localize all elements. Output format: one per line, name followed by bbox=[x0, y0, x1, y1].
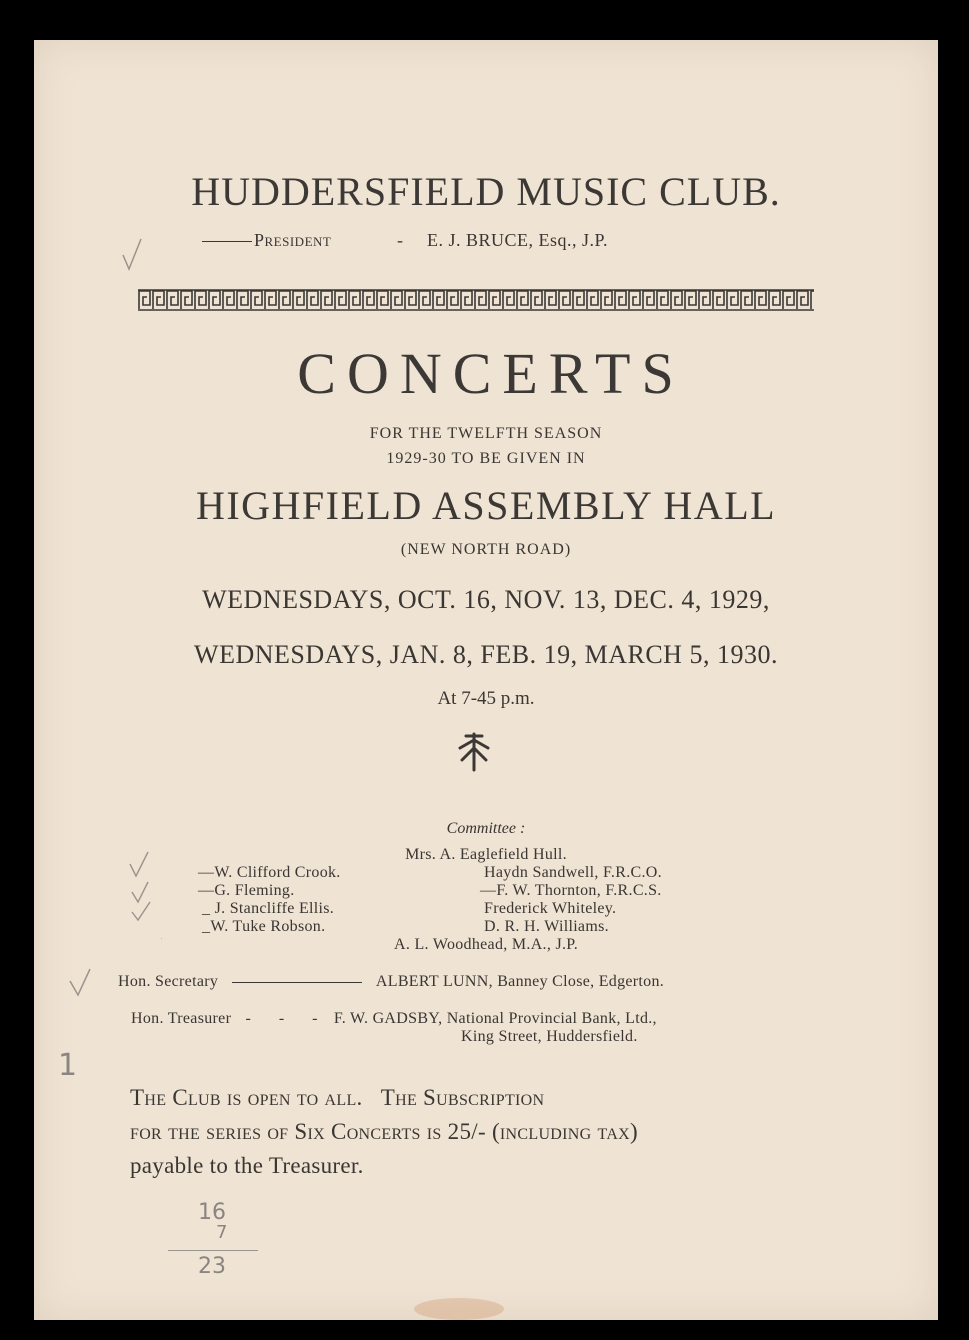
secretary-line bbox=[118, 973, 664, 991]
concert-time: At 7-45 p.m. bbox=[437, 688, 535, 709]
president-dash bbox=[202, 241, 252, 242]
season-line-1: FOR THE TWELFTH SEASON bbox=[369, 425, 603, 442]
subscription-label: The Subscription bbox=[380, 1085, 545, 1110]
printers-ornament-icon bbox=[454, 730, 494, 772]
committee-member-left-2: —G. Fleming. bbox=[198, 882, 295, 899]
committee-member: A. L. Woodhead, M.A., J.P. bbox=[394, 936, 578, 953]
pencil-tick-icon bbox=[64, 965, 104, 1005]
secretary-label: Hon. Secretary bbox=[118, 973, 219, 990]
committee-member-name: G. Fleming. bbox=[214, 882, 295, 899]
treasurer-line: Hon. Treasurer - - - F. W. GADSBY, National Provincial Bank, Ltd., bbox=[131, 1010, 657, 1027]
committee-member-right-4: D. R. H. Williams. bbox=[484, 918, 609, 935]
committee-member-left-1: —W. Clifford Crook. bbox=[198, 864, 341, 881]
treasurer-label: Hon. Treasurer bbox=[131, 1010, 232, 1027]
paper-stain bbox=[414, 1298, 504, 1320]
dates-line-1: WEDNESDAYS, OCT. 16, NOV. 13, DEC. 4, 1929, bbox=[202, 585, 770, 614]
pencil-fraction-note bbox=[164, 1200, 274, 1280]
committee-member-left-4: _W. Tuke Robson. bbox=[202, 918, 326, 935]
venue-road: (NEW NORTH ROAD) bbox=[400, 541, 572, 558]
committee-member-left-3: _ J. Stancliffe Ellis. bbox=[202, 900, 335, 917]
treasurer-address: King Street, Huddersfield. bbox=[461, 1028, 638, 1045]
treasurer-value: F. W. GADSBY, National Provincial Bank, Ltd., bbox=[333, 1010, 657, 1027]
committee-member-right-2: —F. W. Thornton, F.R.C.S. bbox=[480, 882, 662, 899]
dates-line-2: WEDNESDAYS, JAN. 8, FEB. 19, MARCH 5, 1930. bbox=[194, 640, 778, 669]
committee-member-name: W. Clifford Crook. bbox=[214, 864, 341, 881]
president-label: President bbox=[254, 230, 332, 250]
pencil-note-bottom: 23 bbox=[198, 1254, 226, 1279]
open-line-2: for the series of Six Concerts is 25/- (including tax) bbox=[130, 1119, 638, 1144]
open-line-1 bbox=[130, 1085, 544, 1111]
open-line-3: payable to the Treasurer. bbox=[130, 1153, 364, 1178]
committee-member: Mrs. A. Eaglefield Hull. bbox=[405, 846, 567, 863]
leader-line bbox=[232, 982, 362, 983]
pencil-note-top: 16 bbox=[198, 1200, 226, 1225]
president-line bbox=[202, 230, 609, 251]
greek-key-border bbox=[138, 289, 814, 311]
season-line-2: 1929-30 TO BE GIVEN IN bbox=[386, 450, 586, 467]
pencil-tick-icon bbox=[119, 235, 149, 275]
open-statement: The Club is open to all. bbox=[130, 1085, 363, 1110]
committee-member-right-3: Frederick Whiteley. bbox=[484, 900, 617, 917]
president-name: E. J. BRUCE, Esq., J.P. bbox=[427, 230, 609, 250]
committee-member-name: J. Stancliffe Ellis. bbox=[214, 900, 335, 917]
venue-title: HIGHFIELD ASSEMBLY HALL bbox=[195, 483, 777, 528]
committee-heading: Committee : bbox=[446, 820, 526, 837]
pencil-mark: 1 bbox=[58, 1048, 78, 1083]
president-separator: - bbox=[397, 230, 404, 250]
pencil-ticks-icon bbox=[122, 848, 162, 958]
pencil-note-mid: 7 bbox=[216, 1222, 228, 1243]
committee-member-name: W. Tuke Robson. bbox=[210, 918, 326, 935]
club-title: HUDDERSFIELD MUSIC CLUB. bbox=[191, 169, 781, 214]
pencil-fraction-line bbox=[168, 1250, 258, 1251]
committee-member-name: F. W. Thornton, F.R.C.S. bbox=[496, 882, 662, 899]
concerts-heading: CONCERTS bbox=[297, 341, 685, 406]
secretary-value: ALBERT LUNN, Banney Close, Edgerton. bbox=[375, 973, 665, 990]
concert-leaflet bbox=[34, 40, 938, 1320]
committee-member-right-1: Haydn Sandwell, F.R.C.O. bbox=[484, 864, 662, 881]
